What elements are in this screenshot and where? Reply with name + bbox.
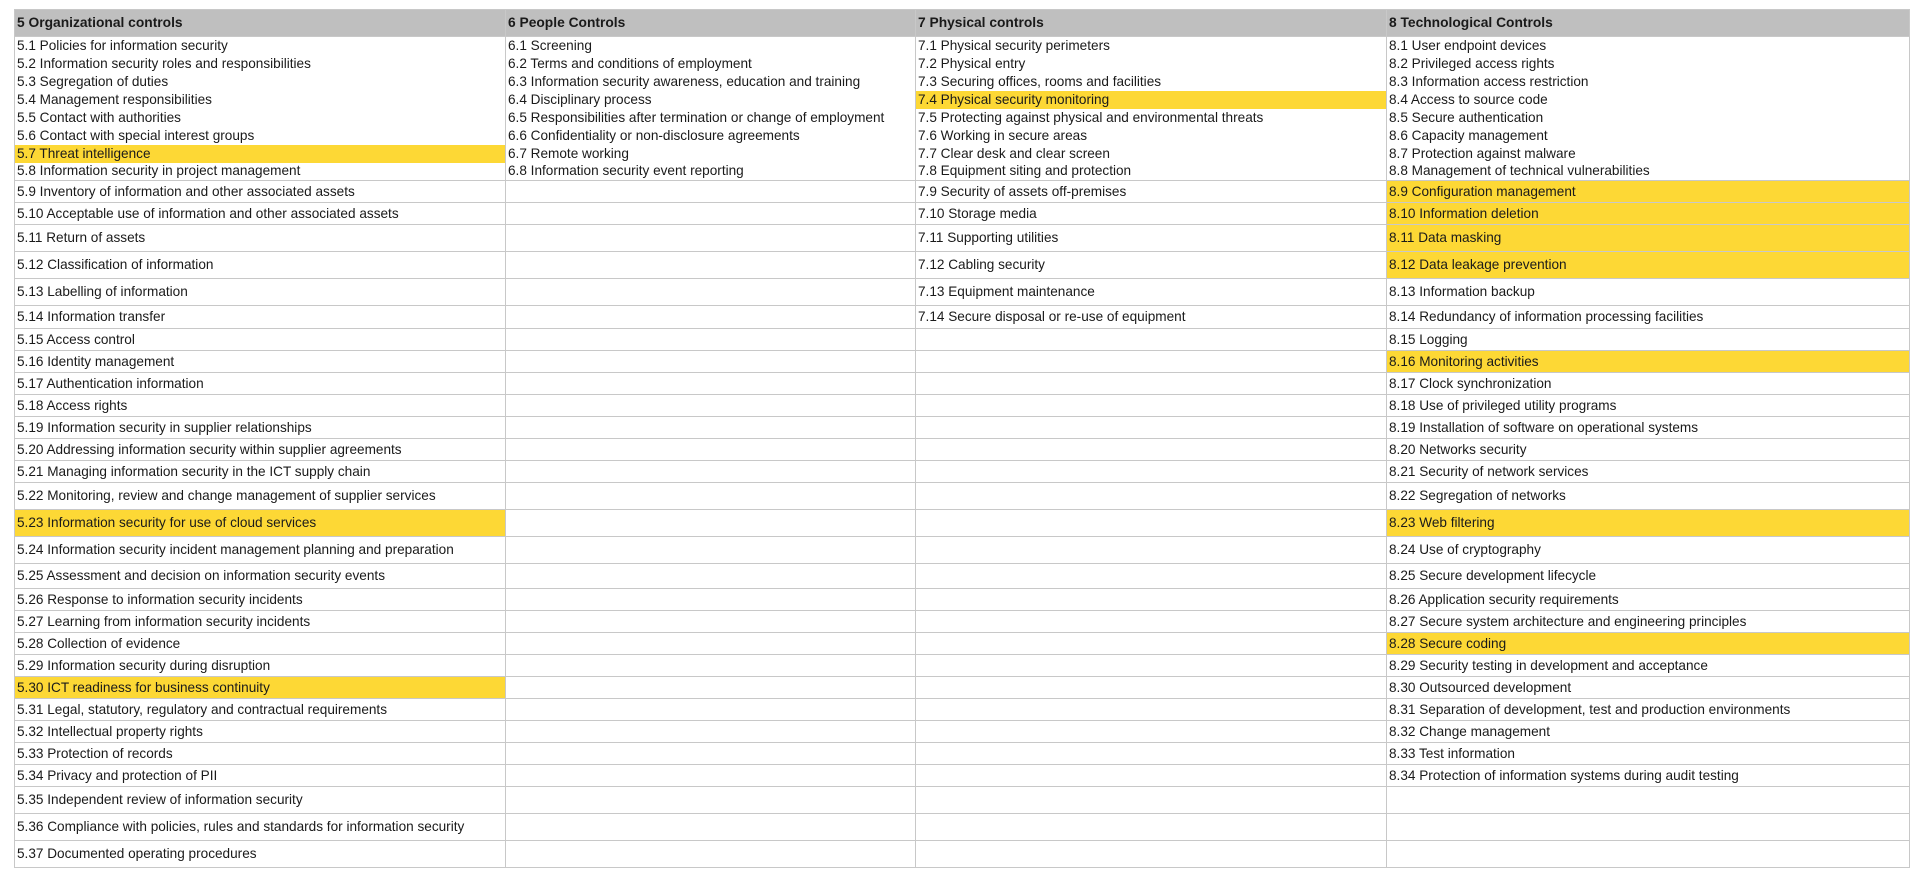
cell-people-8: 6.8 Information security event reporting xyxy=(506,163,916,181)
cell-physical-26 xyxy=(916,589,1387,611)
cell-organizational-6: 5.6 Contact with special interest groups xyxy=(15,127,506,145)
cell-organizational-16: 5.16 Identity management xyxy=(15,351,506,373)
cell-technological-32: 8.32 Change management xyxy=(1387,721,1910,743)
cell-physical-29 xyxy=(916,655,1387,677)
cell-people-31 xyxy=(506,699,916,721)
table-row xyxy=(15,127,1910,145)
cell-organizational-35: 5.35 Independent review of information security xyxy=(15,787,506,814)
table-row xyxy=(15,841,1910,868)
cell-physical-10: 7.10 Storage media xyxy=(916,203,1387,225)
cell-organizational-17: 5.17 Authentication information xyxy=(15,373,506,395)
cell-technological-35 xyxy=(1387,787,1910,814)
cell-organizational-25: 5.25 Assessment and decision on information security events xyxy=(15,564,506,589)
cell-physical-23 xyxy=(916,510,1387,537)
table-row xyxy=(15,787,1910,814)
table-row xyxy=(15,765,1910,787)
cell-physical-27 xyxy=(916,611,1387,633)
cell-technological-12: 8.12 Data leakage prevention xyxy=(1387,252,1910,279)
table-row xyxy=(15,699,1910,721)
table-row xyxy=(15,589,1910,611)
table-row xyxy=(15,655,1910,677)
cell-people-17 xyxy=(506,373,916,395)
cell-people-6: 6.6 Confidentiality or non-disclosure agreements xyxy=(506,127,916,145)
table-row xyxy=(15,252,1910,279)
table-row xyxy=(15,55,1910,73)
table-row xyxy=(15,109,1910,127)
cell-physical-17 xyxy=(916,373,1387,395)
cell-physical-3: 7.3 Securing offices, rooms and facilities xyxy=(916,73,1387,91)
table-row xyxy=(15,677,1910,699)
table-row xyxy=(15,395,1910,417)
cell-physical-7: 7.7 Clear desk and clear screen xyxy=(916,145,1387,163)
cell-physical-33 xyxy=(916,743,1387,765)
cell-organizational-14: 5.14 Information transfer xyxy=(15,306,506,329)
table-row xyxy=(15,306,1910,329)
cell-technological-1: 8.1 User endpoint devices xyxy=(1387,37,1910,55)
cell-organizational-28: 5.28 Collection of evidence xyxy=(15,633,506,655)
cell-technological-30: 8.30 Outsourced development xyxy=(1387,677,1910,699)
table-row xyxy=(15,483,1910,510)
table-row xyxy=(15,814,1910,841)
table-row xyxy=(15,37,1910,55)
cell-people-25 xyxy=(506,564,916,589)
table-row xyxy=(15,510,1910,537)
cell-people-28 xyxy=(506,633,916,655)
cell-people-19 xyxy=(506,417,916,439)
cell-technological-7: 8.7 Protection against malware xyxy=(1387,145,1910,163)
cell-physical-12: 7.12 Cabling security xyxy=(916,252,1387,279)
table-row xyxy=(15,279,1910,306)
table-row xyxy=(15,145,1910,163)
cell-people-20 xyxy=(506,439,916,461)
cell-physical-20 xyxy=(916,439,1387,461)
cell-organizational-19: 5.19 Information security in supplier relationships xyxy=(15,417,506,439)
cell-technological-9: 8.9 Configuration management xyxy=(1387,181,1910,203)
cell-organizational-30: 5.30 ICT readiness for business continuity xyxy=(15,677,506,699)
cell-people-23 xyxy=(506,510,916,537)
cell-organizational-2: 5.2 Information security roles and responsibilities xyxy=(15,55,506,73)
cell-organizational-37: 5.37 Documented operating procedures xyxy=(15,841,506,868)
cell-people-34 xyxy=(506,765,916,787)
cell-organizational-13: 5.13 Labelling of information xyxy=(15,279,506,306)
table-row xyxy=(15,181,1910,203)
cell-physical-15 xyxy=(916,329,1387,351)
cell-physical-37 xyxy=(916,841,1387,868)
cell-people-32 xyxy=(506,721,916,743)
cell-physical-22 xyxy=(916,483,1387,510)
cell-people-15 xyxy=(506,329,916,351)
header-organizational-controls: 5 Organizational controls xyxy=(15,10,506,37)
cell-physical-5: 7.5 Protecting against physical and environmental threats xyxy=(916,109,1387,127)
cell-technological-19: 8.19 Installation of software on operational systems xyxy=(1387,417,1910,439)
header-physical-controls: 7 Physical controls xyxy=(916,10,1387,37)
cell-people-11 xyxy=(506,225,916,252)
cell-organizational-3: 5.3 Segregation of duties xyxy=(15,73,506,91)
cell-people-1: 6.1 Screening xyxy=(506,37,916,55)
cell-technological-20: 8.20 Networks security xyxy=(1387,439,1910,461)
cell-technological-4: 8.4 Access to source code xyxy=(1387,91,1910,109)
cell-physical-35 xyxy=(916,787,1387,814)
cell-technological-24: 8.24 Use of cryptography xyxy=(1387,537,1910,564)
table-row xyxy=(15,351,1910,373)
cell-people-33 xyxy=(506,743,916,765)
cell-organizational-4: 5.4 Management responsibilities xyxy=(15,91,506,109)
cell-organizational-27: 5.27 Learning from information security incidents xyxy=(15,611,506,633)
controls-table xyxy=(14,9,1910,868)
cell-physical-11: 7.11 Supporting utilities xyxy=(916,225,1387,252)
cell-organizational-18: 5.18 Access rights xyxy=(15,395,506,417)
cell-organizational-1: 5.1 Policies for information security xyxy=(15,37,506,55)
table-row xyxy=(15,225,1910,252)
cell-people-37 xyxy=(506,841,916,868)
cell-people-16 xyxy=(506,351,916,373)
cell-physical-31 xyxy=(916,699,1387,721)
cell-people-12 xyxy=(506,252,916,279)
cell-organizational-9: 5.9 Inventory of information and other associated assets xyxy=(15,181,506,203)
cell-people-14 xyxy=(506,306,916,329)
table-row xyxy=(15,373,1910,395)
cell-organizational-33: 5.33 Protection of records xyxy=(15,743,506,765)
cell-technological-3: 8.3 Information access restriction xyxy=(1387,73,1910,91)
cell-organizational-23: 5.23 Information security for use of cloud services xyxy=(15,510,506,537)
cell-physical-21 xyxy=(916,461,1387,483)
table-row xyxy=(15,163,1910,181)
cell-organizational-26: 5.26 Response to information security incidents xyxy=(15,589,506,611)
cell-organizational-22: 5.22 Monitoring, review and change management of supplier services xyxy=(15,483,506,510)
cell-organizational-5: 5.5 Contact with authorities xyxy=(15,109,506,127)
cell-technological-36 xyxy=(1387,814,1910,841)
cell-technological-33: 8.33 Test information xyxy=(1387,743,1910,765)
cell-physical-13: 7.13 Equipment maintenance xyxy=(916,279,1387,306)
cell-technological-8: 8.8 Management of technical vulnerabilities xyxy=(1387,163,1910,181)
cell-physical-16 xyxy=(916,351,1387,373)
cell-people-5: 6.5 Responsibilities after termination or change of employment xyxy=(506,109,916,127)
cell-people-2: 6.2 Terms and conditions of employment xyxy=(506,55,916,73)
header-people-controls: 6 People Controls xyxy=(506,10,916,37)
table-row xyxy=(15,439,1910,461)
cell-technological-26: 8.26 Application security requirements xyxy=(1387,589,1910,611)
cell-organizational-7: 5.7 Threat intelligence xyxy=(15,145,506,163)
cell-technological-16: 8.16 Monitoring activities xyxy=(1387,351,1910,373)
cell-physical-19 xyxy=(916,417,1387,439)
cell-organizational-20: 5.20 Addressing information security within supplier agreements xyxy=(15,439,506,461)
cell-physical-30 xyxy=(916,677,1387,699)
table-row xyxy=(15,611,1910,633)
cell-physical-32 xyxy=(916,721,1387,743)
cell-people-4: 6.4 Disciplinary process xyxy=(506,91,916,109)
cell-people-27 xyxy=(506,611,916,633)
cell-technological-28: 8.28 Secure coding xyxy=(1387,633,1910,655)
table-row xyxy=(15,721,1910,743)
cell-people-24 xyxy=(506,537,916,564)
cell-organizational-31: 5.31 Legal, statutory, regulatory and contractual requirements xyxy=(15,699,506,721)
cell-technological-2: 8.2 Privileged access rights xyxy=(1387,55,1910,73)
cell-people-30 xyxy=(506,677,916,699)
cell-technological-5: 8.5 Secure authentication xyxy=(1387,109,1910,127)
cell-organizational-29: 5.29 Information security during disruption xyxy=(15,655,506,677)
cell-physical-2: 7.2 Physical entry xyxy=(916,55,1387,73)
cell-technological-21: 8.21 Security of network services xyxy=(1387,461,1910,483)
cell-people-21 xyxy=(506,461,916,483)
cell-physical-28 xyxy=(916,633,1387,655)
cell-people-7: 6.7 Remote working xyxy=(506,145,916,163)
cell-physical-36 xyxy=(916,814,1387,841)
cell-people-36 xyxy=(506,814,916,841)
cell-technological-14: 8.14 Redundancy of information processing facilities xyxy=(1387,306,1910,329)
header-technological-controls: 8 Technological Controls xyxy=(1387,10,1910,37)
cell-organizational-10: 5.10 Acceptable use of information and other associated assets xyxy=(15,203,506,225)
cell-technological-6: 8.6 Capacity management xyxy=(1387,127,1910,145)
cell-organizational-36: 5.36 Compliance with policies, rules and standards for information security xyxy=(15,814,506,841)
cell-organizational-15: 5.15 Access control xyxy=(15,329,506,351)
table-row xyxy=(15,73,1910,91)
table-row xyxy=(15,91,1910,109)
cell-technological-22: 8.22 Segregation of networks xyxy=(1387,483,1910,510)
cell-people-22 xyxy=(506,483,916,510)
cell-technological-23: 8.23 Web filtering xyxy=(1387,510,1910,537)
table-row xyxy=(15,633,1910,655)
cell-technological-15: 8.15 Logging xyxy=(1387,329,1910,351)
cell-technological-25: 8.25 Secure development lifecycle xyxy=(1387,564,1910,589)
cell-physical-34 xyxy=(916,765,1387,787)
cell-physical-9: 7.9 Security of assets off-premises xyxy=(916,181,1387,203)
cell-physical-1: 7.1 Physical security perimeters xyxy=(916,37,1387,55)
cell-technological-31: 8.31 Separation of development, test and production environments xyxy=(1387,699,1910,721)
cell-organizational-34: 5.34 Privacy and protection of PII xyxy=(15,765,506,787)
cell-technological-13: 8.13 Information backup xyxy=(1387,279,1910,306)
cell-technological-11: 8.11 Data masking xyxy=(1387,225,1910,252)
cell-physical-18 xyxy=(916,395,1387,417)
cell-organizational-11: 5.11 Return of assets xyxy=(15,225,506,252)
cell-physical-6: 7.6 Working in secure areas xyxy=(916,127,1387,145)
cell-organizational-21: 5.21 Managing information security in the ICT supply chain xyxy=(15,461,506,483)
table-row xyxy=(15,417,1910,439)
cell-technological-17: 8.17 Clock synchronization xyxy=(1387,373,1910,395)
table-row xyxy=(15,537,1910,564)
cell-people-10 xyxy=(506,203,916,225)
cell-people-29 xyxy=(506,655,916,677)
cell-organizational-12: 5.12 Classification of information xyxy=(15,252,506,279)
table-body xyxy=(15,37,1910,868)
table-row xyxy=(15,743,1910,765)
cell-physical-4: 7.4 Physical security monitoring xyxy=(916,91,1387,109)
cell-technological-18: 8.18 Use of privileged utility programs xyxy=(1387,395,1910,417)
cell-technological-29: 8.29 Security testing in development and acceptance xyxy=(1387,655,1910,677)
cell-people-26 xyxy=(506,589,916,611)
table-row xyxy=(15,564,1910,589)
cell-organizational-24: 5.24 Information security incident management planning and preparation xyxy=(15,537,506,564)
cell-technological-27: 8.27 Secure system architecture and engineering principles xyxy=(1387,611,1910,633)
cell-technological-37 xyxy=(1387,841,1910,868)
cell-people-13 xyxy=(506,279,916,306)
cell-physical-14: 7.14 Secure disposal or re-use of equipment xyxy=(916,306,1387,329)
cell-people-9 xyxy=(506,181,916,203)
cell-physical-8: 7.8 Equipment siting and protection xyxy=(916,163,1387,181)
cell-organizational-8: 5.8 Information security in project management xyxy=(15,163,506,181)
cell-people-35 xyxy=(506,787,916,814)
cell-people-18 xyxy=(506,395,916,417)
table-row xyxy=(15,329,1910,351)
header-row xyxy=(15,10,1910,37)
table-row xyxy=(15,203,1910,225)
table-row xyxy=(15,461,1910,483)
cell-technological-10: 8.10 Information deletion xyxy=(1387,203,1910,225)
cell-people-3: 6.3 Information security awareness, education and training xyxy=(506,73,916,91)
cell-organizational-32: 5.32 Intellectual property rights xyxy=(15,721,506,743)
cell-physical-24 xyxy=(916,537,1387,564)
cell-technological-34: 8.34 Protection of information systems during audit testing xyxy=(1387,765,1910,787)
cell-physical-25 xyxy=(916,564,1387,589)
